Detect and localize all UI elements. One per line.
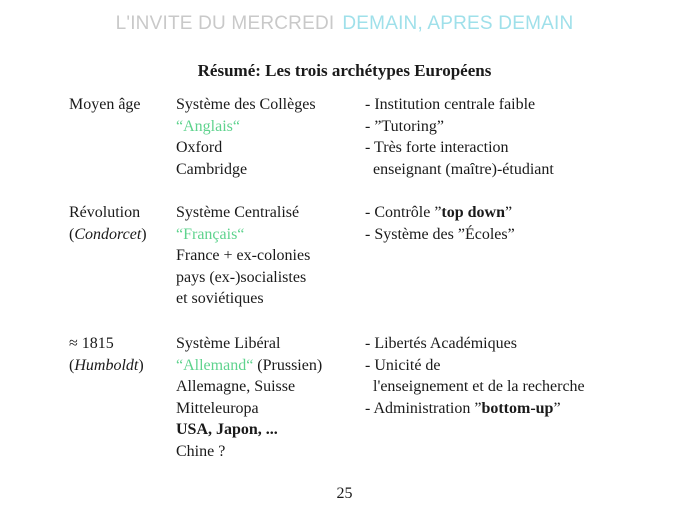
trait-item: - Institution centrale faible [365,96,536,113]
paren-close: ) [141,225,147,243]
row2-system [176,202,310,310]
system-example: et soviétiques [176,290,264,307]
person-name: Condorcet [74,225,142,243]
system-example: Chine ? [176,442,226,460]
trait-item: - Libertés Académiques [365,335,517,352]
system-example: Oxford [176,139,223,156]
period-label: Moyen âge [69,96,141,113]
paren-open: ( [69,225,75,243]
trait-prefix: - Administration ” [365,399,482,417]
system-archetype-line [176,355,322,377]
person-name: Humboldt [74,356,139,374]
trait-emphasis: top down [441,204,505,221]
slide-title: Résumé: Les trois archétypes Européens [197,61,492,80]
system-example: Mitteleuropa [176,399,259,417]
system-title: Système des Collèges [176,96,316,113]
row1-traits [365,94,554,180]
slide-header [0,13,689,35]
row2-traits [365,202,515,245]
row3-system [176,333,322,462]
system-example: Allemagne, Suisse [176,378,296,395]
period-person [69,355,144,377]
system-example-bold: USA, Japon, ... [176,421,278,438]
system-archetype-label: “Anglais“ [176,117,240,135]
trait-item: - ”Tutoring” [365,117,444,135]
system-example: pays (ex-)socialistes [176,268,307,286]
system-archetype-label: “Français“ [176,225,245,243]
paren-open: ( [69,356,75,374]
trait-item: enseignant (maître)-étudiant [365,160,554,178]
trait-suffix: ” [553,399,561,417]
header-left-title: L'INVITE DU MERCREDI [115,13,335,34]
row3-traits [365,333,585,419]
trait-prefix: - Contrôle ” [365,204,442,221]
row1-system [176,94,316,180]
trait-item: - Très forte interaction [365,139,509,156]
paren-close: ) [138,356,144,374]
period-label: ≈ 1815 [69,335,114,352]
row2-period [69,202,147,245]
trait-item: - Unicité de [365,356,441,374]
system-example: Cambridge [176,160,248,178]
period-label: Révolution [69,204,141,221]
row3-period [69,333,144,376]
system-example: France + ex-colonies [176,247,311,264]
header-right-title: DEMAIN, APRES DEMAIN [342,13,574,34]
trait-item [365,202,515,224]
trait-item: l'enseignement et de la recherche [365,378,585,395]
page-number: 25 [336,485,353,502]
trait-item [365,398,585,420]
period-person [69,224,147,246]
system-title: Système Centralisé [176,204,300,221]
system-archetype-label: “Allemand“ [176,356,254,374]
system-archetype-note: (Prussien) [253,356,323,374]
trait-emphasis: bottom-up [481,399,554,417]
trait-suffix: ” [505,204,513,221]
row1-period [69,94,141,116]
system-title: Système Libéral [176,335,281,352]
trait-item: - Système des ”Écoles” [365,225,515,243]
